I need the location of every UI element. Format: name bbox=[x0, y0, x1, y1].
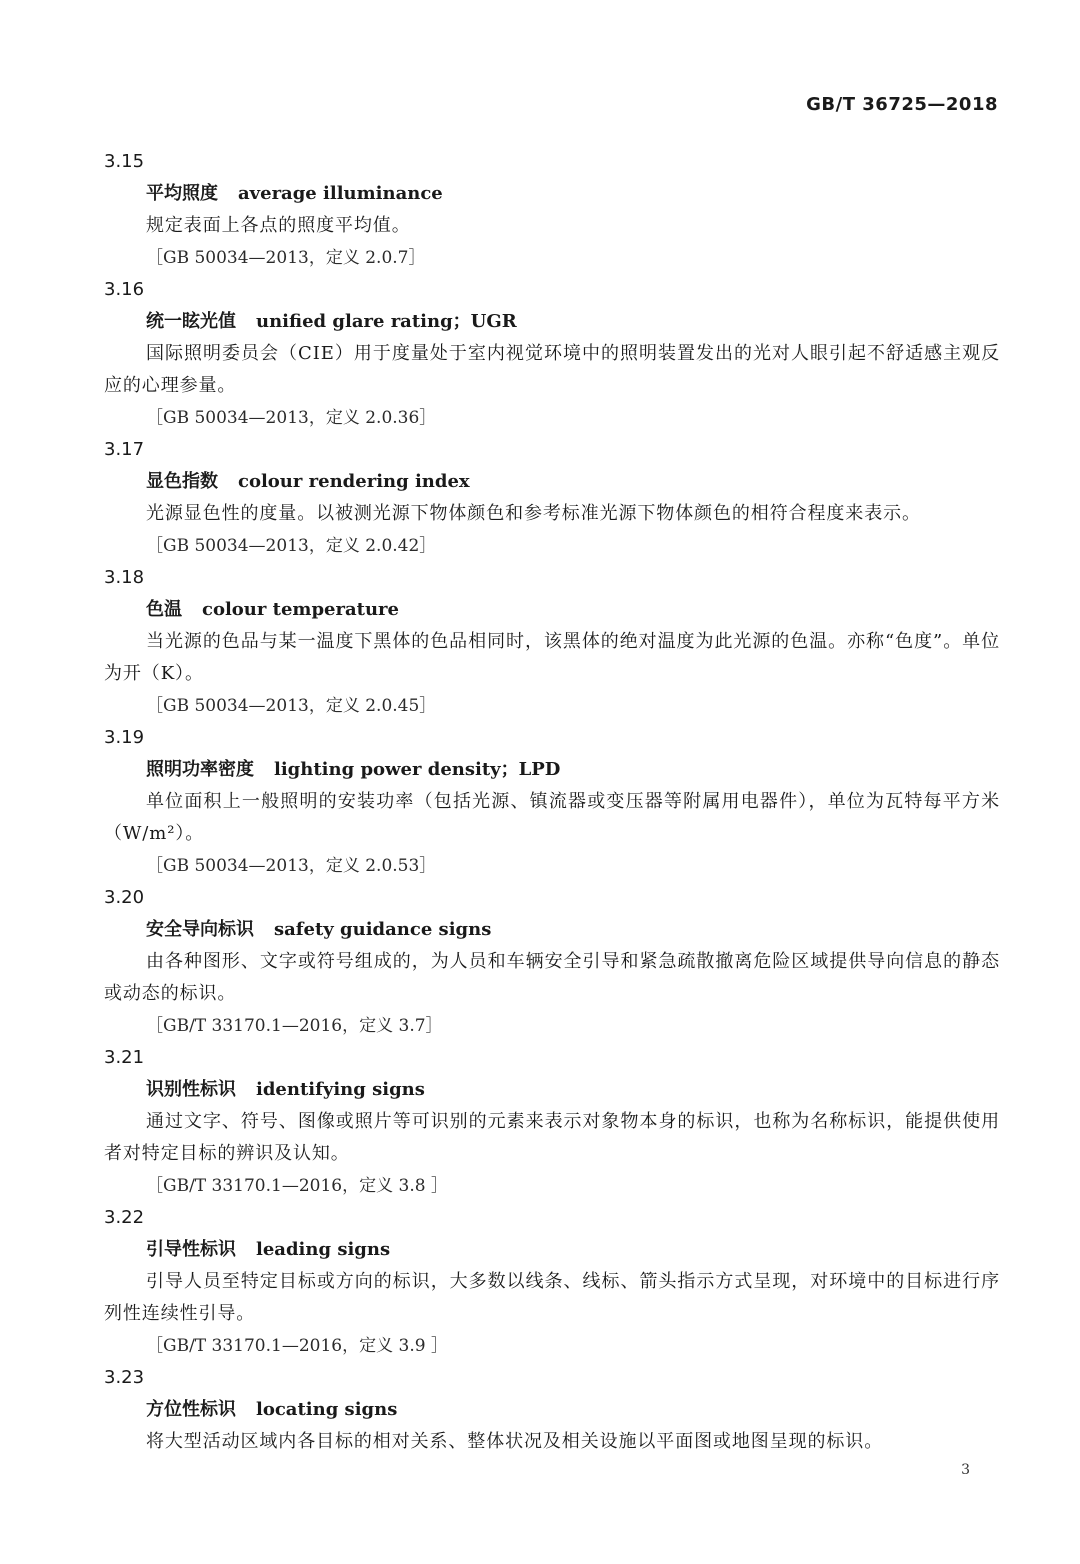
term-source: ［GB 50034—2013，定义 2.0.45］ bbox=[146, 696, 437, 716]
term-source: ［GB 50034—2013，定义 2.0.53］ bbox=[146, 856, 437, 876]
term-zh: 识别性标识 bbox=[146, 1079, 236, 1100]
term-en: leading signs bbox=[256, 1239, 391, 1260]
term-definition: 规定表面上各点的照度平均值。 bbox=[146, 215, 411, 236]
term-en: colour rendering index bbox=[238, 471, 470, 492]
term-heading bbox=[104, 466, 1000, 498]
term-entry-3-20 bbox=[104, 882, 1000, 1042]
term-zh: 显色指数 bbox=[146, 471, 218, 492]
term-definition: 单位面积上一般照明的安装功率（包括光源、镇流器或变压器等附属用电器件），单位为瓦特每平方米（W/m²）。 bbox=[104, 791, 1000, 844]
clause-number: 3.18 bbox=[104, 567, 145, 588]
term-heading bbox=[104, 1234, 1000, 1266]
term-entry-3-22 bbox=[104, 1202, 1000, 1362]
term-source: ［GB 50034—2013，定义 2.0.7］ bbox=[146, 248, 426, 268]
clause-number: 3.22 bbox=[104, 1207, 145, 1228]
term-source: ［GB 50034—2013，定义 2.0.36］ bbox=[146, 408, 437, 428]
term-heading bbox=[104, 914, 1000, 946]
term-entry-3-18 bbox=[104, 562, 1000, 722]
page-number: 3 bbox=[961, 1462, 970, 1478]
term-heading bbox=[104, 1394, 1000, 1426]
term-zh: 安全导向标识 bbox=[146, 919, 254, 940]
term-en: average illuminance bbox=[238, 183, 443, 204]
term-entry-3-23 bbox=[104, 1362, 1000, 1458]
term-definition: 由各种图形、文字或符号组成的，为人员和车辆安全引导和紧急疏散撤离危险区域提供导向信息的静态或动态的标识。 bbox=[104, 951, 1000, 1004]
term-definition: 将大型活动区域内各目标的相对关系、整体状况及相关设施以平面图或地图呈现的标识。 bbox=[146, 1431, 884, 1452]
term-heading bbox=[104, 594, 1000, 626]
term-zh: 照明功率密度 bbox=[146, 759, 254, 780]
term-source: ［GB/T 33170.1—2016，定义 3.7］ bbox=[146, 1016, 443, 1036]
term-definition: 国际照明委员会（CIE）用于度量处于室内视觉环境中的照明装置发出的光对人眼引起不舒适感主观反应的心理参量。 bbox=[104, 343, 1000, 396]
term-definition: 光源显色性的度量。以被测光源下物体颜色和参考标准光源下物体颜色的相符合程度来表示。 bbox=[146, 503, 921, 524]
term-source: ［GB/T 33170.1—2016，定义 3.9 ］ bbox=[146, 1336, 448, 1356]
term-heading bbox=[104, 1074, 1000, 1106]
clause-number: 3.15 bbox=[104, 151, 145, 172]
term-en: safety guidance signs bbox=[274, 919, 492, 940]
clause-number: 3.23 bbox=[104, 1367, 145, 1388]
standard-number: GB/T 36725—2018 bbox=[806, 94, 998, 115]
term-en: locating signs bbox=[256, 1399, 398, 1420]
term-entry-3-15 bbox=[104, 146, 1000, 274]
term-entry-3-17 bbox=[104, 434, 1000, 562]
clause-number: 3.21 bbox=[104, 1047, 145, 1068]
term-zh: 引导性标识 bbox=[146, 1239, 236, 1260]
term-heading bbox=[104, 306, 1000, 338]
terms-list bbox=[104, 146, 1000, 1458]
term-zh: 统一眩光值 bbox=[146, 311, 236, 332]
term-definition: 当光源的色品与某一温度下黑体的色品相同时，该黑体的绝对温度为此光源的色温。亦称“色度”。单位为开（K）。 bbox=[104, 631, 1000, 684]
term-en: unified glare rating；UGR bbox=[256, 311, 517, 332]
term-heading bbox=[104, 178, 1000, 210]
term-definition: 引导人员至特定目标或方向的标识，大多数以线条、线标、箭头指示方式呈现，对环境中的目标进行序列性连续性引导。 bbox=[104, 1271, 1000, 1324]
term-source: ［GB/T 33170.1—2016，定义 3.8 ］ bbox=[146, 1176, 448, 1196]
term-en: identifying signs bbox=[256, 1079, 425, 1100]
term-zh: 方位性标识 bbox=[146, 1399, 236, 1420]
term-entry-3-21 bbox=[104, 1042, 1000, 1202]
clause-number: 3.17 bbox=[104, 439, 145, 460]
term-en: lighting power density；LPD bbox=[274, 759, 561, 780]
term-entry-3-16 bbox=[104, 274, 1000, 434]
term-source: ［GB 50034—2013，定义 2.0.42］ bbox=[146, 536, 437, 556]
term-entry-3-19 bbox=[104, 722, 1000, 882]
term-zh: 色温 bbox=[146, 599, 182, 620]
clause-number: 3.20 bbox=[104, 887, 145, 908]
clause-number: 3.16 bbox=[104, 279, 145, 300]
term-en: colour temperature bbox=[202, 599, 399, 620]
term-definition: 通过文字、符号、图像或照片等可识别的元素来表示对象物本身的标识，也称为名称标识，能提供使用者对特定目标的辨识及认知。 bbox=[104, 1111, 1000, 1164]
term-heading bbox=[104, 754, 1000, 786]
clause-number: 3.19 bbox=[104, 727, 145, 748]
term-zh: 平均照度 bbox=[146, 183, 218, 204]
